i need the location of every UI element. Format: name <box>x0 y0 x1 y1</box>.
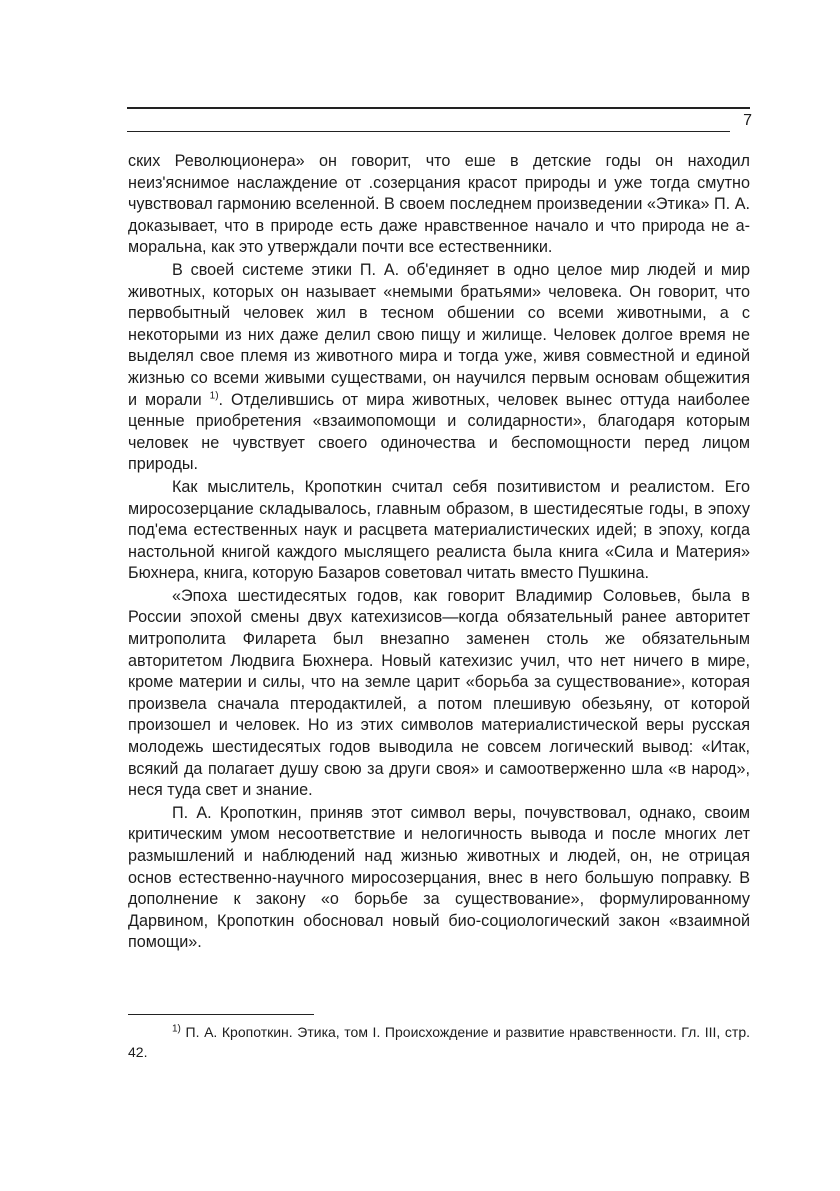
footnote-marker: 1) <box>172 1023 181 1035</box>
main-text <box>128 151 750 954</box>
footnote-reference: 1) <box>209 390 219 402</box>
paragraph-2-text-after: . Отделившись от мира животных, человек вынес оттуда наиболее ценные приобретения «взаимопомощи и солидарности», благодаря которым человек не чувствует своего одиночества и беспомощности перед лицом природы. <box>128 390 750 474</box>
paragraph-2 <box>128 260 750 476</box>
paragraph-1: ских Революционера» он говорит, что еше в детские годы он находил неиз'яснимое наслаждение от .созерцания красот природы и уже тогда смутно чувствовал гармонию вселенной. В своем последнем произведении «Этика» П. А. доказывает, что в природе есть даже нравственное начало и что природа не а-моральна, как это утверждали почти все естественники. <box>128 152 750 257</box>
footnote <box>128 1022 750 1062</box>
header-rule-bottom <box>127 131 730 132</box>
page-number: 7 <box>743 112 752 129</box>
paragraph-2-text-before: В своей системе этики П. А. об'единяет в одно целое мир людей и мир животных, которых он называет «немыми братьями» человека. Он говорит, что первобытный человек жил в тесном обшении со всеми животными, а с некоторыми из них даже делил свою пищу и жилище. Человек долгое время не выделял свое племя из животного мира и тогда уже, живя совместной и единой жизнью со всеми живыми существами, он научился первым основам общежития и морали <box>128 260 750 409</box>
footnote-text: П. А. Кропоткин. Этика, том I. Происхождение и развитие нравственности. Гл. III, стр. 42. <box>128 1024 751 1060</box>
paragraph-4: «Эпоха шестидесятых годов, как говорит Владимир Соловьев, была в России эпохой смены двух катехизисов—когда обязательный ранее авторитет митрополита Филарета был внезапно заменен столь же обязательным авторитетом Людвига Бюхнера. Новый катехизис учил, что нет ничего в мире, кроме материи и силы, что на земле царит «борьба за существование», которая произвела сначала птеродактилей, а потом плешивую обезьяну, от которой произошел и человек. Но из этих символов материалистической веры русская молодежь шестидесятых годов выводила не совсем логический вывод: «Итак, всякий да полагает душу свою за други своя» и самоотверженно шла «в народ», неся туда свет и знание. <box>128 586 750 800</box>
paragraph-3: Как мыслитель, Кропоткин считал себя позитивистом и реалистом. Его миросозерцание складывалось, главным образом, в шестидесятые годы, в эпоху под'ема естественных наук и расцвета материалистических идей; в эпоху, когда настольной книгой каждого мыслящего реалиста была книга «Сила и Материя» Бюхнера, книга, которую Базаров советовал читать вместо Пушкина. <box>128 477 750 583</box>
paragraph-5: П. А. Кропоткин, приняв этот символ веры, почувствовал, однако, своим критическим умом несоответствие и нелогичность вывода и после многих лет размышлений и наблюдений над жизнью животных и людей, он, не отрицая основ естественно-научного миросозерцания, внес в него большую поправку. В дополнение к закону «о борьбе за существование», формулированному Дарвином, Кропоткин обосновал новый био-социологический закон «взаимной помощи». <box>128 803 750 952</box>
footnote-rule <box>128 1014 314 1015</box>
header-rule-top <box>127 107 750 109</box>
